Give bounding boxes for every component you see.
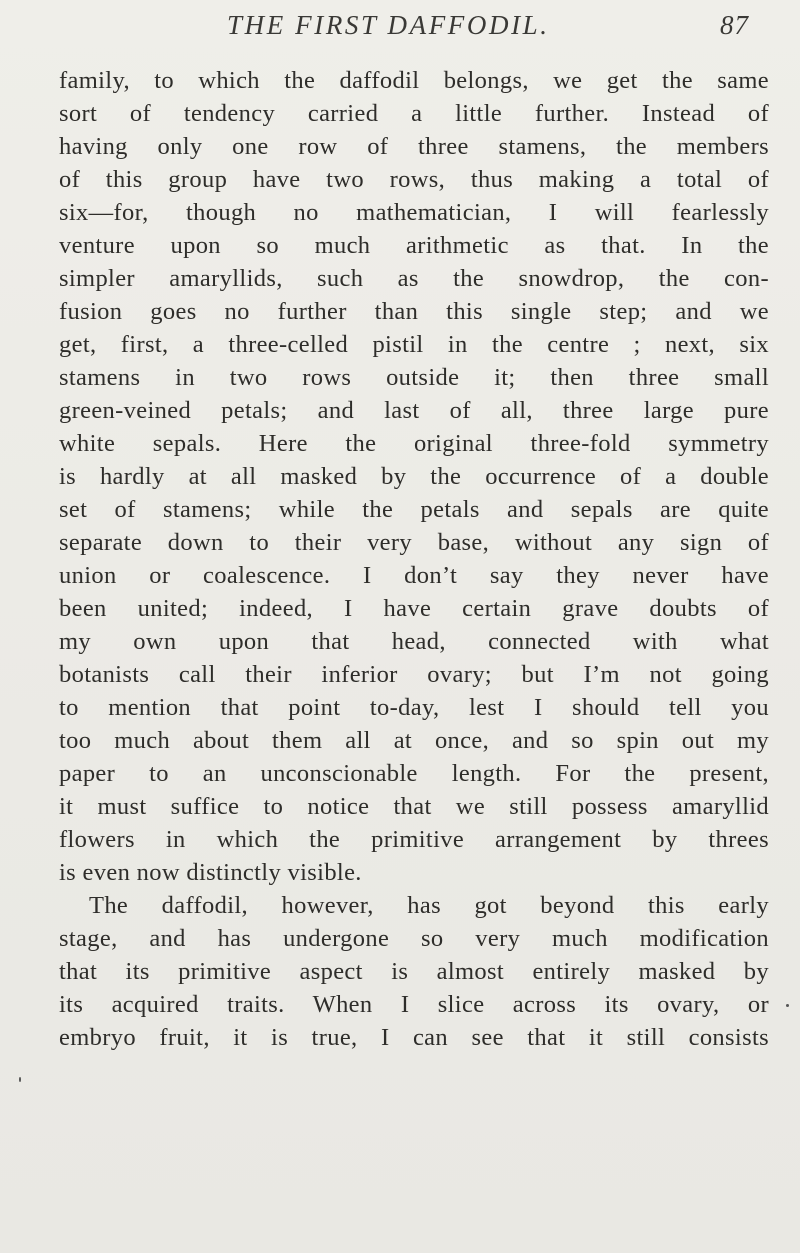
- text-line: it must suffice to notice that we still possess amaryllid: [59, 793, 769, 820]
- text-line: stamens in two rows outside it; then three small: [59, 364, 769, 391]
- text-line: green-veined petals; and last of all, three large pure: [59, 397, 769, 424]
- text-line: union or coalescence. I don’t say they never have: [59, 562, 769, 589]
- text-line: botanists call their inferior ovary; but I’m not going: [59, 661, 769, 688]
- text-line: family, to which the daffodil belongs, we get the same: [59, 67, 769, 94]
- text-line: its acquired traits. When I slice across its ovary, or: [59, 991, 769, 1018]
- text-line: separate down to their very base, without any sign of: [59, 529, 769, 556]
- text-line: venture upon so much arithmetic as that. In the: [59, 232, 769, 259]
- text-line: set of stamens; while the petals and sepals are quite: [59, 496, 769, 523]
- text-line: fusion goes no further than this single step; and we: [59, 298, 769, 325]
- text-line: paper to an unconscionable length. For the present,: [59, 760, 769, 787]
- text-line: of this group have two rows, thus making a total of: [59, 166, 769, 193]
- text-line: my own upon that head, connected with what: [59, 628, 769, 655]
- text-line: that its primitive aspect is almost entirely masked by: [59, 958, 769, 985]
- running-title: THE FIRST DAFFODIL.: [227, 10, 550, 40]
- text-line: too much about them all at once, and so spin out my: [59, 727, 769, 754]
- text-line: simpler amaryllids, such as the snowdrop, the con-: [59, 265, 769, 292]
- text-line: sort of tendency carried a little further. Instead of: [59, 100, 769, 127]
- page-number: 87: [720, 10, 749, 40]
- text-line: flowers in which the primitive arrangement by threes: [59, 826, 769, 853]
- text-line: been united; indeed, I have certain grave doubts of: [59, 595, 769, 622]
- text-line: white sepals. Here the original three-fold symmetry: [59, 430, 769, 457]
- text-line: six—for, though no mathematician, I will fearlessly: [59, 199, 769, 226]
- text-line: is even now distinctly visible.: [59, 859, 362, 886]
- text-line: having only one row of three stamens, the members: [59, 133, 769, 160]
- text-line: get, first, a three-celled pistil in the centre ; next, six: [59, 331, 769, 358]
- text-line: is hardly at all masked by the occurrence of a double: [59, 463, 769, 490]
- text-line: embryo fruit, it is true, I can see that it still consists: [59, 1024, 769, 1051]
- text-line: stage, and has undergone so very much modification: [59, 925, 769, 952]
- text-line: The daffodil, however, has got beyond this early: [89, 892, 769, 919]
- text-line: to mention that point to-day, lest I should tell you: [59, 694, 769, 721]
- paper-speck: [786, 1004, 789, 1007]
- paper-speck: [19, 1077, 21, 1082]
